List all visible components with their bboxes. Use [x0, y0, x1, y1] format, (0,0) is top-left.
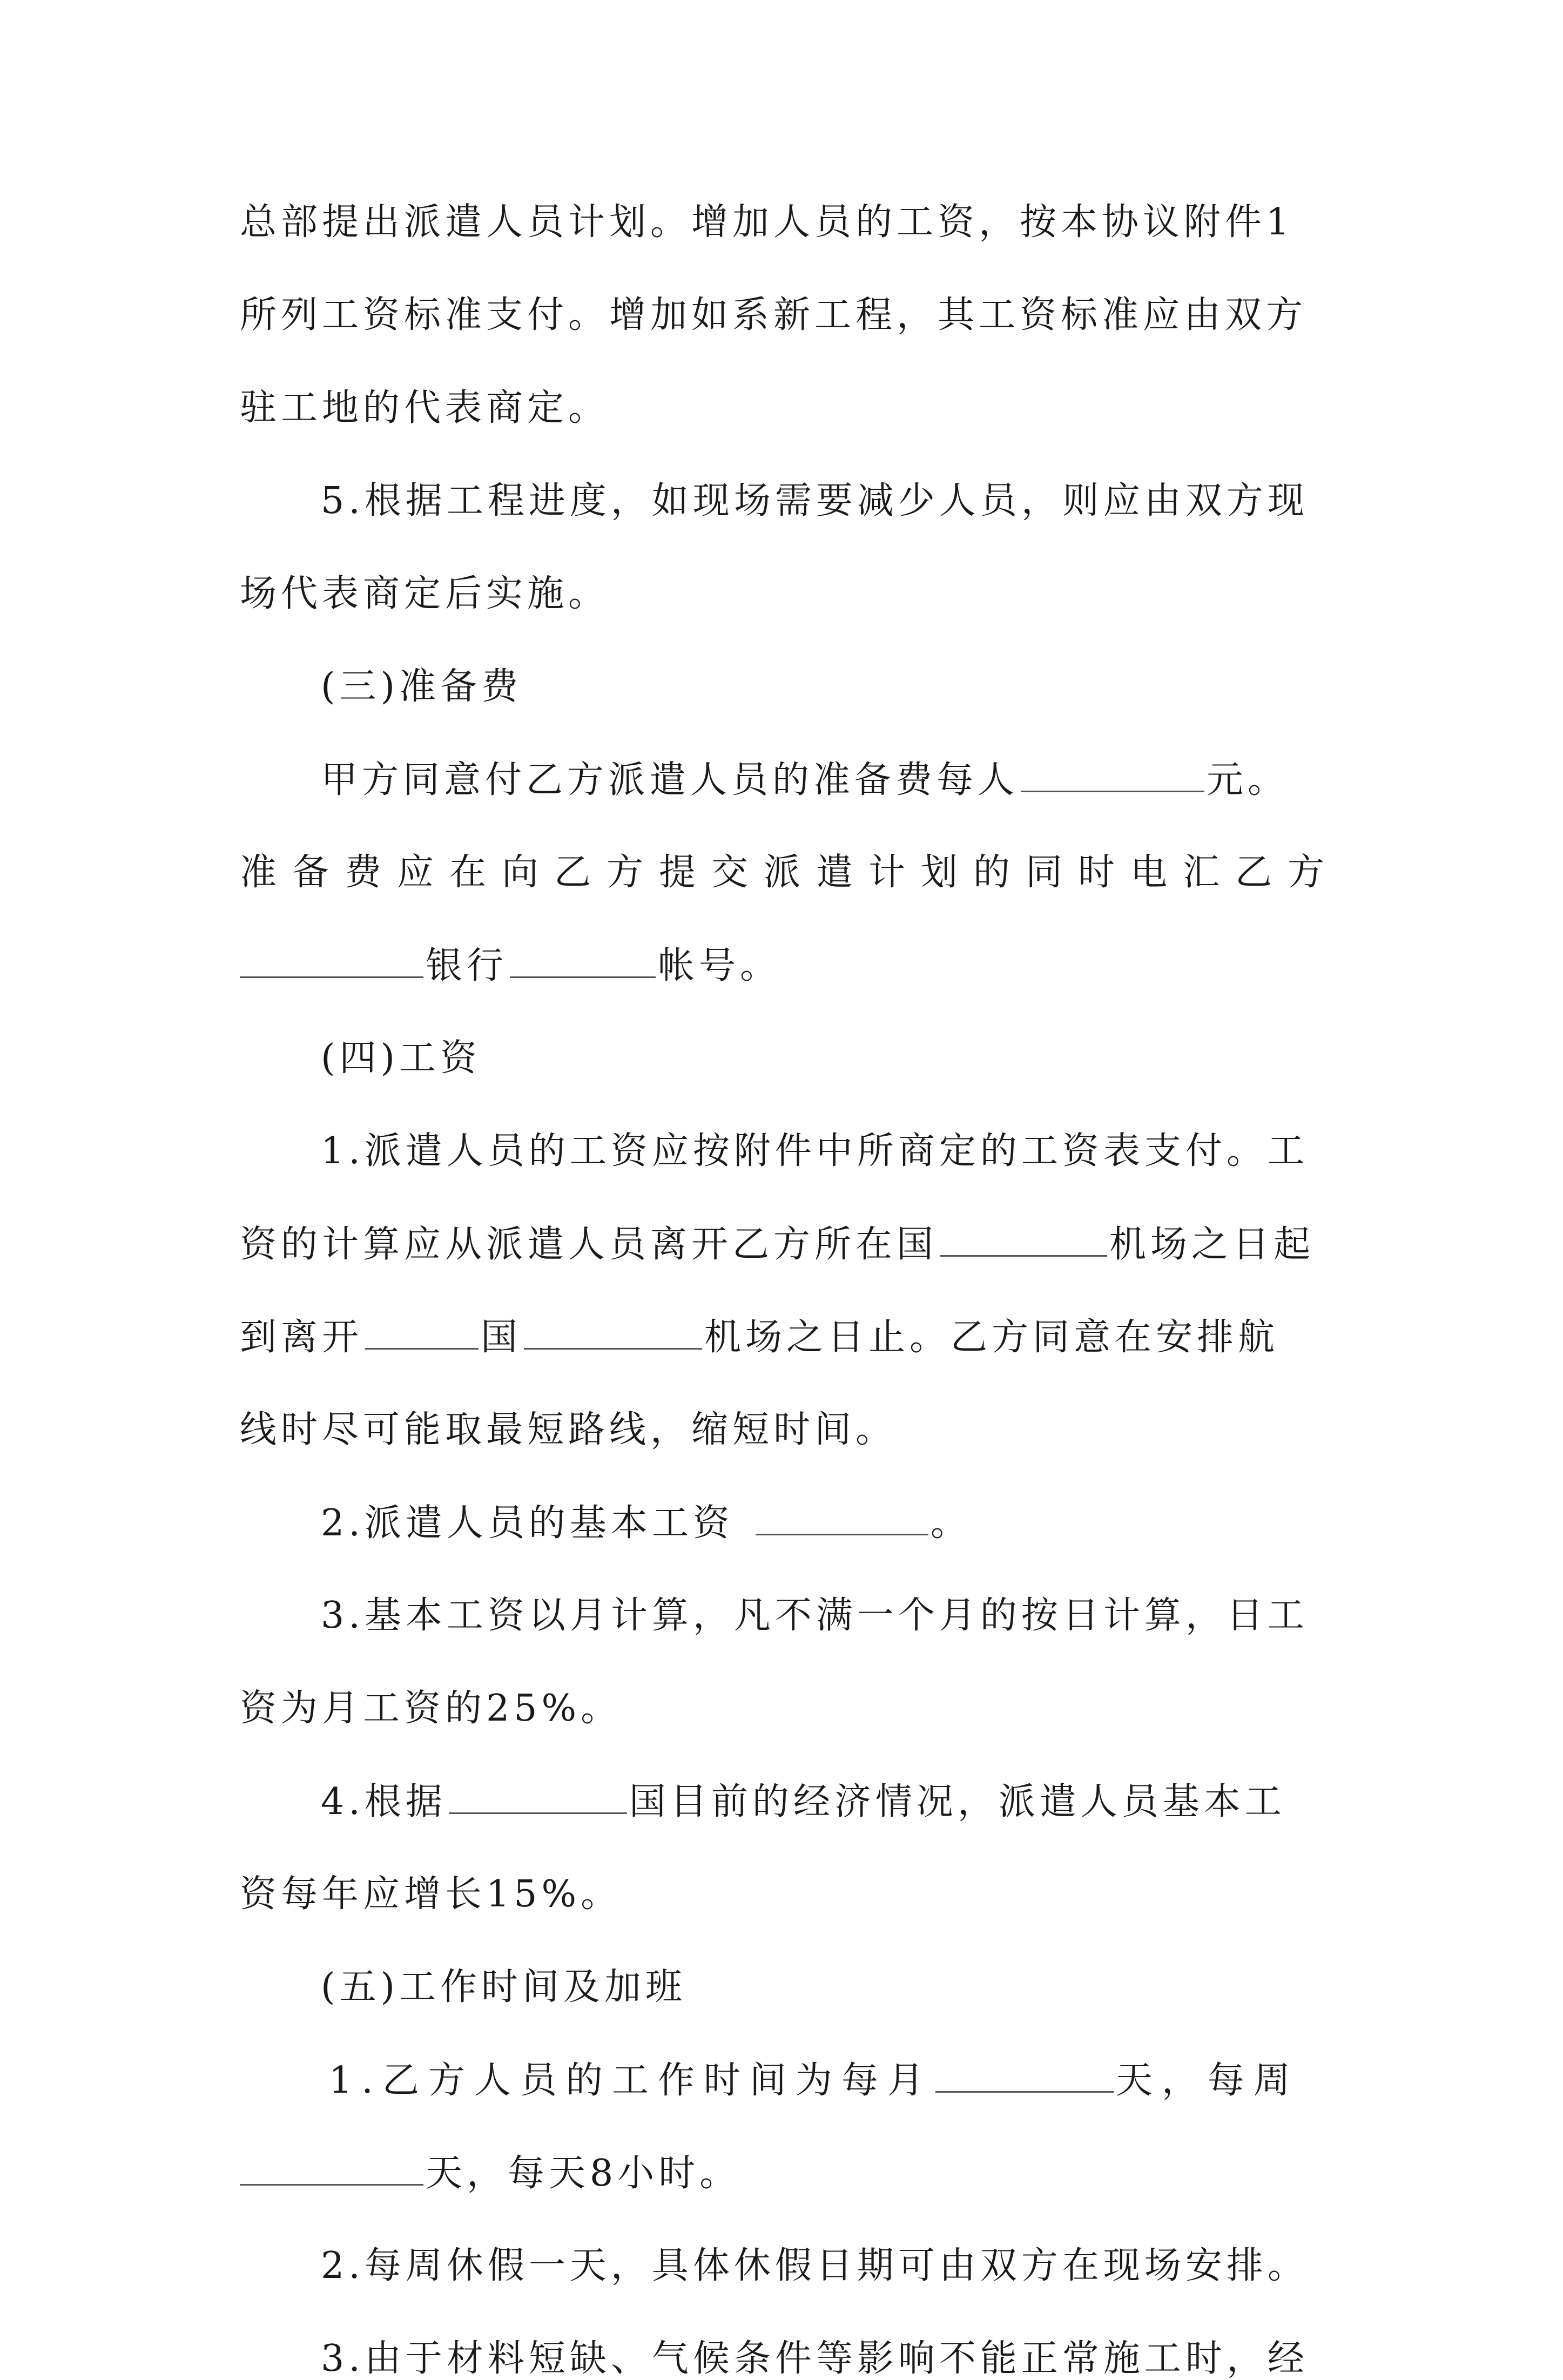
text-segment: 机场之日止。乙方同意在安排航: [704, 1316, 1279, 1359]
text-line-with-blank: [240, 2154, 1342, 2193]
section-heading-wages: (四)工资: [321, 1037, 482, 1080]
text-segment: 资的计算应从派遣人员离开乙方所在国: [240, 1223, 938, 1266]
text-segment: 到离开: [240, 1316, 363, 1359]
fill-in-blank: [756, 1503, 928, 1535]
fill-in-blank: [240, 2154, 423, 2186]
fill-in-blank: [510, 946, 656, 978]
text-line: 线时尽可能取最短路线，缩短时间。: [240, 1408, 897, 1451]
text-line-with-blank: [240, 1225, 1342, 1264]
fill-in-blank: [449, 1782, 627, 1814]
paragraph-item-5: 5.根据工程进度，如现场需要减少人员，则应由双方现: [321, 480, 1309, 522]
fill-in-blank: [524, 1318, 702, 1350]
text-segment: 甲方同意付乙方派遣人员的准备费每人: [321, 759, 1019, 801]
text-line: 准备费应在向乙方提交派遣计划的同时电汇乙方: [240, 851, 1340, 894]
text-segment: 天，每周: [1115, 2059, 1299, 2102]
text-line-with-blank: [240, 1318, 1342, 1357]
paragraph-item-1: [240, 2061, 1342, 2100]
text-segment: 天，每天8小时。: [426, 2152, 741, 2195]
text-segment: 国目前的经济情况，派遣人员基本工: [629, 1781, 1286, 1823]
text-segment: 。: [930, 1502, 972, 1545]
fill-in-blank: [940, 1225, 1107, 1257]
text-line-with-blank: [240, 760, 1342, 799]
text-segment: 国: [481, 1316, 522, 1359]
text-segment: 机场之日起: [1109, 1223, 1315, 1266]
fill-in-blank: [1021, 760, 1204, 792]
text-line: 驻工地的代表商定。: [240, 387, 610, 429]
text-segment: 1.乙方人员的工作时间为每月: [329, 2059, 933, 2102]
section-heading-preparation-fee: (三)准备费: [321, 665, 523, 708]
text-line-with-blank: [240, 946, 1342, 985]
text-segment: 帐号。: [658, 945, 782, 987]
paragraph-item-2: 2.每周休假一天，具体休假日期可由双方在现场安排。: [321, 2244, 1309, 2287]
text-segment: 4.根据: [321, 1781, 447, 1823]
text-segment: 元。: [1207, 759, 1289, 801]
text-line: 资为月工资的25%。: [240, 1687, 622, 1730]
document-body: [240, 203, 1342, 2378]
text-line: 所列工资标准支付。增加如系新工程，其工资标准应由双方: [240, 294, 1308, 336]
fill-in-blank: [240, 946, 423, 978]
text-line: 总部提出派遣人员计划。增加人员的工资，按本协议附件1: [240, 201, 1294, 244]
paragraph-item-1: 1.派遣人员的工资应按附件中所商定的工资表支付。工: [321, 1130, 1309, 1172]
section-heading-work-hours: (五)工作时间及加班: [321, 1966, 687, 2008]
text-line: 场代表商定后实施。: [240, 572, 610, 615]
paragraph-item-3: 3.基本工资以月计算，凡不满一个月的按日计算，日工: [321, 1594, 1309, 1637]
text-segment: 2.派遣人员的基本工资: [321, 1502, 734, 1545]
paragraph-item-4: [240, 1782, 1342, 1821]
fill-in-blank: [365, 1318, 479, 1350]
text-line: 资每年应增长15%。: [240, 1873, 622, 1916]
text-segment: 银行: [426, 945, 508, 987]
fill-in-blank: [935, 2061, 1114, 2093]
paragraph-item-3: 3.由于材料短缺、气候条件等影响不能正常施工时，经: [321, 2337, 1309, 2380]
paragraph-item-2: [240, 1502, 1342, 1545]
